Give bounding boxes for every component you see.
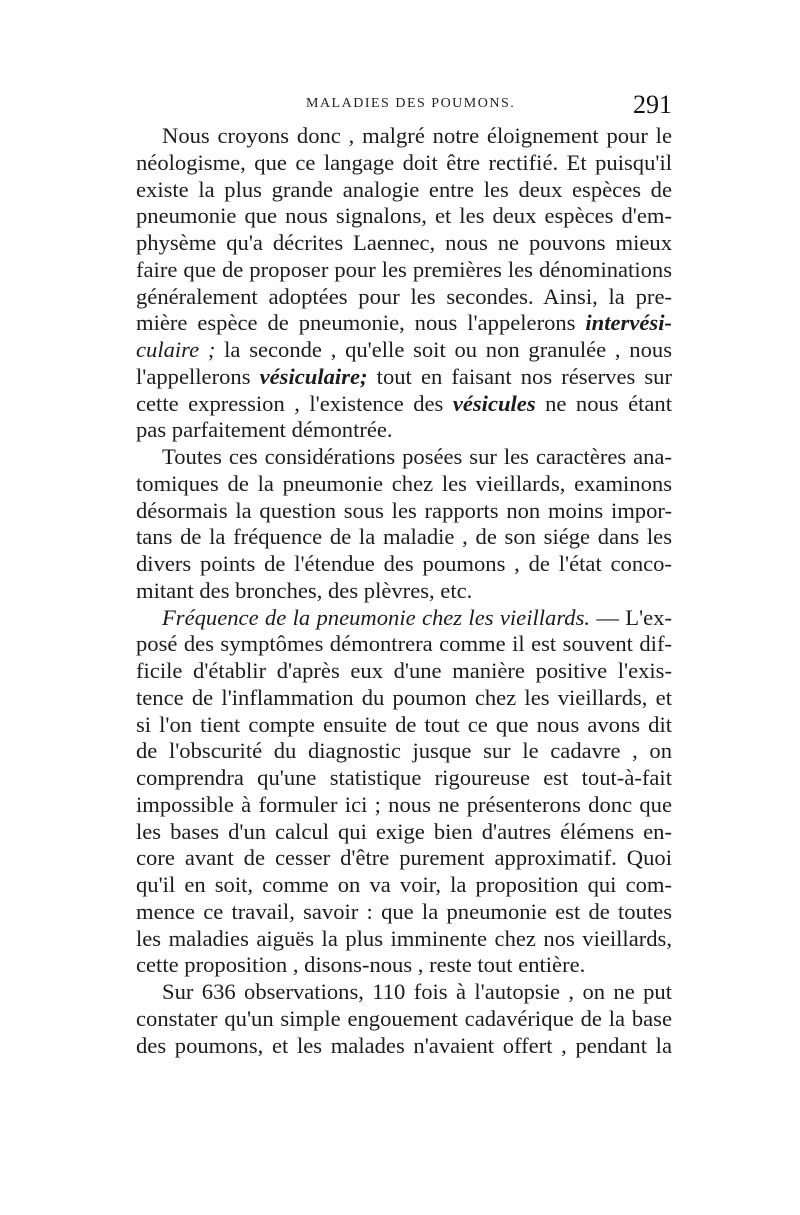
text-line <box>136 364 672 391</box>
text-run: — L'ex- <box>590 604 672 630</box>
text-line: mitant des bronches, des plèvres, etc. <box>136 577 473 603</box>
text-line: pneumonie que nous signalons, et les deux espèces d'em- <box>136 203 672 229</box>
running-head <box>136 90 676 120</box>
text-line: divers points de l'étendue des poumons , de l'état conco- <box>136 551 672 576</box>
text-line <box>136 605 672 632</box>
text-line: généralement adoptées pour les secondes. Ainsi, la pre- <box>136 283 672 309</box>
italic-term: vésicules <box>452 390 536 416</box>
text-line: Nous croyons donc , malgré notre éloignement pour le <box>162 123 672 148</box>
text-line: tans de la fréquence de la maladie , de son siége dans les <box>136 524 672 550</box>
text-run: mière espèce de pneumonie, nous l'appelerons <box>136 310 586 336</box>
section-heading: Fréquence de la pneumonie chez les vieillards. <box>162 604 591 630</box>
body-text <box>136 123 672 1059</box>
text-line <box>136 337 672 364</box>
running-title: MALADIES DES POUMONS. <box>306 96 516 111</box>
text-line: comprendra qu'une statistique rigoureuse est tout-à-fait <box>136 765 672 790</box>
text-line: ficile d'établir d'après eux d'une manière positive l'exis- <box>136 658 672 683</box>
italic-term: culaire ; <box>136 337 216 362</box>
text-line <box>136 391 672 418</box>
text-line: existe la plus grande analogie entre les deux espèces de <box>136 176 672 202</box>
text-line: impossible à formuler ici ; nous ne présenterons donc que <box>136 791 672 817</box>
italic-term: intervési- <box>585 310 672 336</box>
text-run: tout en faisant nos réserves sur <box>367 363 673 389</box>
text-line: les bases d'un calcul qui exige bien d'autres élémens en- <box>136 818 672 844</box>
text-line: Sur 636 observations, 110 fois à l'autopsie , on ne put <box>162 979 672 1004</box>
text-line: tence de l'inflammation du poumon chez les vieillards, et <box>136 684 672 710</box>
text-line: de l'obscurité du diagnostic jusque sur le cadavre , on <box>136 738 672 764</box>
text-line: Toutes ces considérations posées sur les caractères ana- <box>162 444 672 469</box>
italic-term: vésiculaire; <box>259 363 368 389</box>
text-line: posé des symptômes démontrera comme il est souvent dif- <box>136 631 672 657</box>
text-run: la seconde , qu'elle soit ou non granulée , nous <box>215 337 672 362</box>
text-line: faire que de proposer pour les premières les dénominations <box>136 256 672 282</box>
text-line <box>136 310 672 337</box>
text-line: core avant de cesser d'être purement approximatif. Quoi <box>136 845 672 871</box>
text-run: l'appellerons <box>136 363 260 389</box>
text-run: cette expression , l'existence des <box>136 390 453 416</box>
text-run: ne nous étant <box>535 390 672 416</box>
text-line: désormais la question sous les rapports non moins impor- <box>136 497 672 523</box>
text-line: qu'il en soit, comme on va voir, la proposition qui com- <box>136 872 672 897</box>
text-line: si l'on tient compte ensuite de tout ce que nous avons dit <box>136 711 672 737</box>
page-number: 291 <box>633 90 672 119</box>
text-line: néologisme, que ce langage doit être rectifié. Et puisqu'il <box>136 149 672 175</box>
text-line: des poumons, et les malades n'avaient offert , pendant la <box>136 1032 672 1058</box>
text-line: cette proposition , disons-nous , reste tout entière. <box>136 952 586 978</box>
text-line: constater qu'un simple engouement cadavérique de la base <box>136 1005 672 1031</box>
text-line: physème qu'a décrites Laennec, nous ne pouvons mieux <box>136 230 672 255</box>
text-line: mence ce travail, savoir : que la pneumonie est de toutes <box>136 898 672 924</box>
text-line: tomiques de la pneumonie chez les vieillards, examinons <box>136 470 672 496</box>
text-line: pas parfaitement démontrée. <box>136 417 393 443</box>
text-line: les maladies aiguës la plus imminente chez nos vieillards, <box>136 925 672 951</box>
